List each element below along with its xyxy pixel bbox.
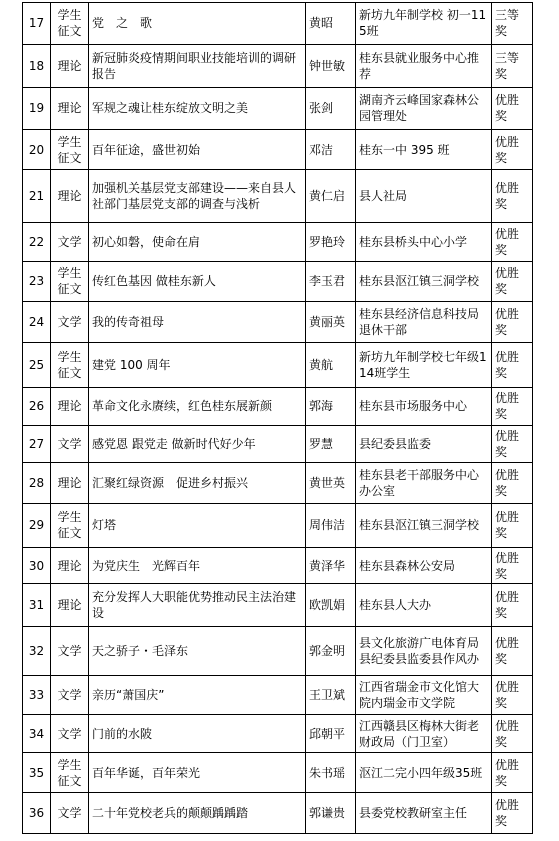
table-row bbox=[23, 463, 533, 504]
title-cell: 新冠肺炎疫情期间职业技能培训的调研报告 bbox=[89, 44, 306, 87]
unit-cell: 江西省瑞金市文化馆大院内瑞金市文学院 bbox=[356, 676, 492, 715]
row-number: 24 bbox=[23, 302, 51, 343]
row-number: 30 bbox=[23, 547, 51, 584]
table-row bbox=[23, 753, 533, 793]
row-number: 28 bbox=[23, 463, 51, 504]
author-cell: 邱朝平 bbox=[306, 714, 356, 753]
unit-cell: 湖南齐云峰国家森林公园管理处 bbox=[356, 87, 492, 130]
category-cell: 文学 bbox=[51, 793, 89, 834]
unit-cell: 县委党校教研室主任 bbox=[356, 793, 492, 834]
award-cell: 优胜奖 bbox=[492, 753, 533, 793]
unit-cell: 县人社局 bbox=[356, 169, 492, 222]
award-cell: 三等奖 bbox=[492, 44, 533, 87]
category-cell: 理论 bbox=[51, 169, 89, 222]
unit-cell: 桂东县人大办 bbox=[356, 584, 492, 627]
author-cell: 黄航 bbox=[306, 343, 356, 388]
table-row bbox=[23, 222, 533, 261]
title-cell: 军规之魂让桂东绽放文明之美 bbox=[89, 87, 306, 130]
title-cell: 初心如磐，使命在肩 bbox=[89, 222, 306, 261]
row-number: 23 bbox=[23, 261, 51, 302]
title-cell: 灯塔 bbox=[89, 503, 306, 547]
unit-cell: 桂东县桥头中心小学 bbox=[356, 222, 492, 261]
award-cell: 优胜奖 bbox=[492, 503, 533, 547]
award-cell: 优胜奖 bbox=[492, 130, 533, 170]
category-cell: 理论 bbox=[51, 44, 89, 87]
table-row bbox=[23, 425, 533, 463]
author-cell: 罗艳玲 bbox=[306, 222, 356, 261]
category-cell: 文学 bbox=[51, 714, 89, 753]
title-cell: 百年征途，盛世初始 bbox=[89, 130, 306, 170]
award-cell: 优胜奖 bbox=[492, 676, 533, 715]
title-cell: 我的传奇祖母 bbox=[89, 302, 306, 343]
category-cell: 理论 bbox=[51, 87, 89, 130]
unit-cell: 桂东县沤江镇三洞学校 bbox=[356, 261, 492, 302]
category-cell: 学生征文 bbox=[51, 130, 89, 170]
unit-cell: 桂东县老干部服务中心办公室 bbox=[356, 463, 492, 504]
category-cell: 文学 bbox=[51, 222, 89, 261]
row-number: 26 bbox=[23, 387, 51, 425]
table-row bbox=[23, 676, 533, 715]
category-cell: 学生征文 bbox=[51, 343, 89, 388]
author-cell: 黄世英 bbox=[306, 463, 356, 504]
row-number: 32 bbox=[23, 627, 51, 676]
unit-cell: 新坊九年制学校七年级114班学生 bbox=[356, 343, 492, 388]
award-cell: 优胜奖 bbox=[492, 302, 533, 343]
row-number: 18 bbox=[23, 44, 51, 87]
awards-table bbox=[22, 2, 533, 834]
award-cell: 优胜奖 bbox=[492, 463, 533, 504]
category-cell: 学生征文 bbox=[51, 753, 89, 793]
table-row bbox=[23, 793, 533, 834]
table-row bbox=[23, 714, 533, 753]
category-cell: 文学 bbox=[51, 627, 89, 676]
row-number: 35 bbox=[23, 753, 51, 793]
row-number: 19 bbox=[23, 87, 51, 130]
award-cell: 优胜奖 bbox=[492, 547, 533, 584]
award-cell: 优胜奖 bbox=[492, 714, 533, 753]
row-number: 20 bbox=[23, 130, 51, 170]
awards-table-body bbox=[23, 3, 533, 834]
title-cell: 为党庆生 光辉百年 bbox=[89, 547, 306, 584]
unit-cell: 桂东县森林公安局 bbox=[356, 547, 492, 584]
table-row bbox=[23, 343, 533, 388]
category-cell: 文学 bbox=[51, 425, 89, 463]
unit-cell: 县文化旅游广电体育局县纪委县监委县作风办 bbox=[356, 627, 492, 676]
award-cell: 优胜奖 bbox=[492, 261, 533, 302]
table-row bbox=[23, 87, 533, 130]
title-cell: 充分发挥人大职能优势推动民主法治建设 bbox=[89, 584, 306, 627]
unit-cell: 桂东县经济信息科技局退休干部 bbox=[356, 302, 492, 343]
category-cell: 学生征文 bbox=[51, 503, 89, 547]
category-cell: 理论 bbox=[51, 584, 89, 627]
award-cell: 优胜奖 bbox=[492, 169, 533, 222]
table-row bbox=[23, 387, 533, 425]
table-row bbox=[23, 3, 533, 45]
table-row bbox=[23, 503, 533, 547]
author-cell: 周伟洁 bbox=[306, 503, 356, 547]
title-cell: 传红色基因 做桂东新人 bbox=[89, 261, 306, 302]
unit-cell: 桂东县就业服务中心推荐 bbox=[356, 44, 492, 87]
unit-cell: 桂东县沤江镇三洞学校 bbox=[356, 503, 492, 547]
award-cell: 优胜奖 bbox=[492, 793, 533, 834]
author-cell: 郭谦贵 bbox=[306, 793, 356, 834]
award-cell: 优胜奖 bbox=[492, 387, 533, 425]
category-cell: 文学 bbox=[51, 302, 89, 343]
unit-cell: 新坊九年制学校 初一115班 bbox=[356, 3, 492, 45]
category-cell: 理论 bbox=[51, 387, 89, 425]
row-number: 27 bbox=[23, 425, 51, 463]
author-cell: 邓洁 bbox=[306, 130, 356, 170]
row-number: 29 bbox=[23, 503, 51, 547]
award-cell: 优胜奖 bbox=[492, 425, 533, 463]
title-cell: 感党恩 跟党走 做新时代好少年 bbox=[89, 425, 306, 463]
category-cell: 文学 bbox=[51, 676, 89, 715]
award-cell: 三等奖 bbox=[492, 3, 533, 45]
table-row bbox=[23, 169, 533, 222]
title-cell: 二十年党校老兵的颠颠踽踽踏 bbox=[89, 793, 306, 834]
row-number: 17 bbox=[23, 3, 51, 45]
title-cell: 门前的水陂 bbox=[89, 714, 306, 753]
award-cell: 优胜奖 bbox=[492, 627, 533, 676]
author-cell: 黄昭 bbox=[306, 3, 356, 45]
author-cell: 黄丽英 bbox=[306, 302, 356, 343]
author-cell: 王卫斌 bbox=[306, 676, 356, 715]
author-cell: 郭海 bbox=[306, 387, 356, 425]
row-number: 21 bbox=[23, 169, 51, 222]
author-cell: 钟世敏 bbox=[306, 44, 356, 87]
table-row bbox=[23, 627, 533, 676]
author-cell: 朱书瑶 bbox=[306, 753, 356, 793]
row-number: 36 bbox=[23, 793, 51, 834]
title-cell: 加强机关基层党支部建设——来自县人社部门基层党支部的调查与浅析 bbox=[89, 169, 306, 222]
title-cell: 建党 100 周年 bbox=[89, 343, 306, 388]
award-cell: 优胜奖 bbox=[492, 87, 533, 130]
author-cell: 郭金明 bbox=[306, 627, 356, 676]
row-number: 22 bbox=[23, 222, 51, 261]
title-cell: 革命文化永赓续，红色桂东展新颜 bbox=[89, 387, 306, 425]
row-number: 25 bbox=[23, 343, 51, 388]
award-cell: 优胜奖 bbox=[492, 343, 533, 388]
unit-cell: 县纪委县监委 bbox=[356, 425, 492, 463]
award-cell: 优胜奖 bbox=[492, 222, 533, 261]
author-cell: 李玉君 bbox=[306, 261, 356, 302]
title-cell: 天之骄子・毛泽东 bbox=[89, 627, 306, 676]
award-cell: 优胜奖 bbox=[492, 584, 533, 627]
category-cell: 学生征文 bbox=[51, 261, 89, 302]
table-row bbox=[23, 44, 533, 87]
author-cell: 黄泽华 bbox=[306, 547, 356, 584]
row-number: 31 bbox=[23, 584, 51, 627]
unit-cell: 桂东县市场服务中心 bbox=[356, 387, 492, 425]
unit-cell: 江西赣县区梅林大街老财政局（门卫室） bbox=[356, 714, 492, 753]
table-row bbox=[23, 302, 533, 343]
unit-cell: 桂东一中 395 班 bbox=[356, 130, 492, 170]
category-cell: 学生征文 bbox=[51, 3, 89, 45]
author-cell: 罗慧 bbox=[306, 425, 356, 463]
author-cell: 欧凯娟 bbox=[306, 584, 356, 627]
row-number: 34 bbox=[23, 714, 51, 753]
title-cell: 党 之 歌 bbox=[89, 3, 306, 45]
title-cell: 亲历“萧国庆” bbox=[89, 676, 306, 715]
table-row bbox=[23, 584, 533, 627]
author-cell: 张剑 bbox=[306, 87, 356, 130]
category-cell: 理论 bbox=[51, 547, 89, 584]
row-number: 33 bbox=[23, 676, 51, 715]
table-row bbox=[23, 261, 533, 302]
unit-cell: 沤江二完小四年级35班 bbox=[356, 753, 492, 793]
category-cell: 理论 bbox=[51, 463, 89, 504]
table-row bbox=[23, 547, 533, 584]
title-cell: 汇聚红绿资源 促进乡村振兴 bbox=[89, 463, 306, 504]
author-cell: 黄仁启 bbox=[306, 169, 356, 222]
table-row bbox=[23, 130, 533, 170]
title-cell: 百年华诞，百年荣光 bbox=[89, 753, 306, 793]
